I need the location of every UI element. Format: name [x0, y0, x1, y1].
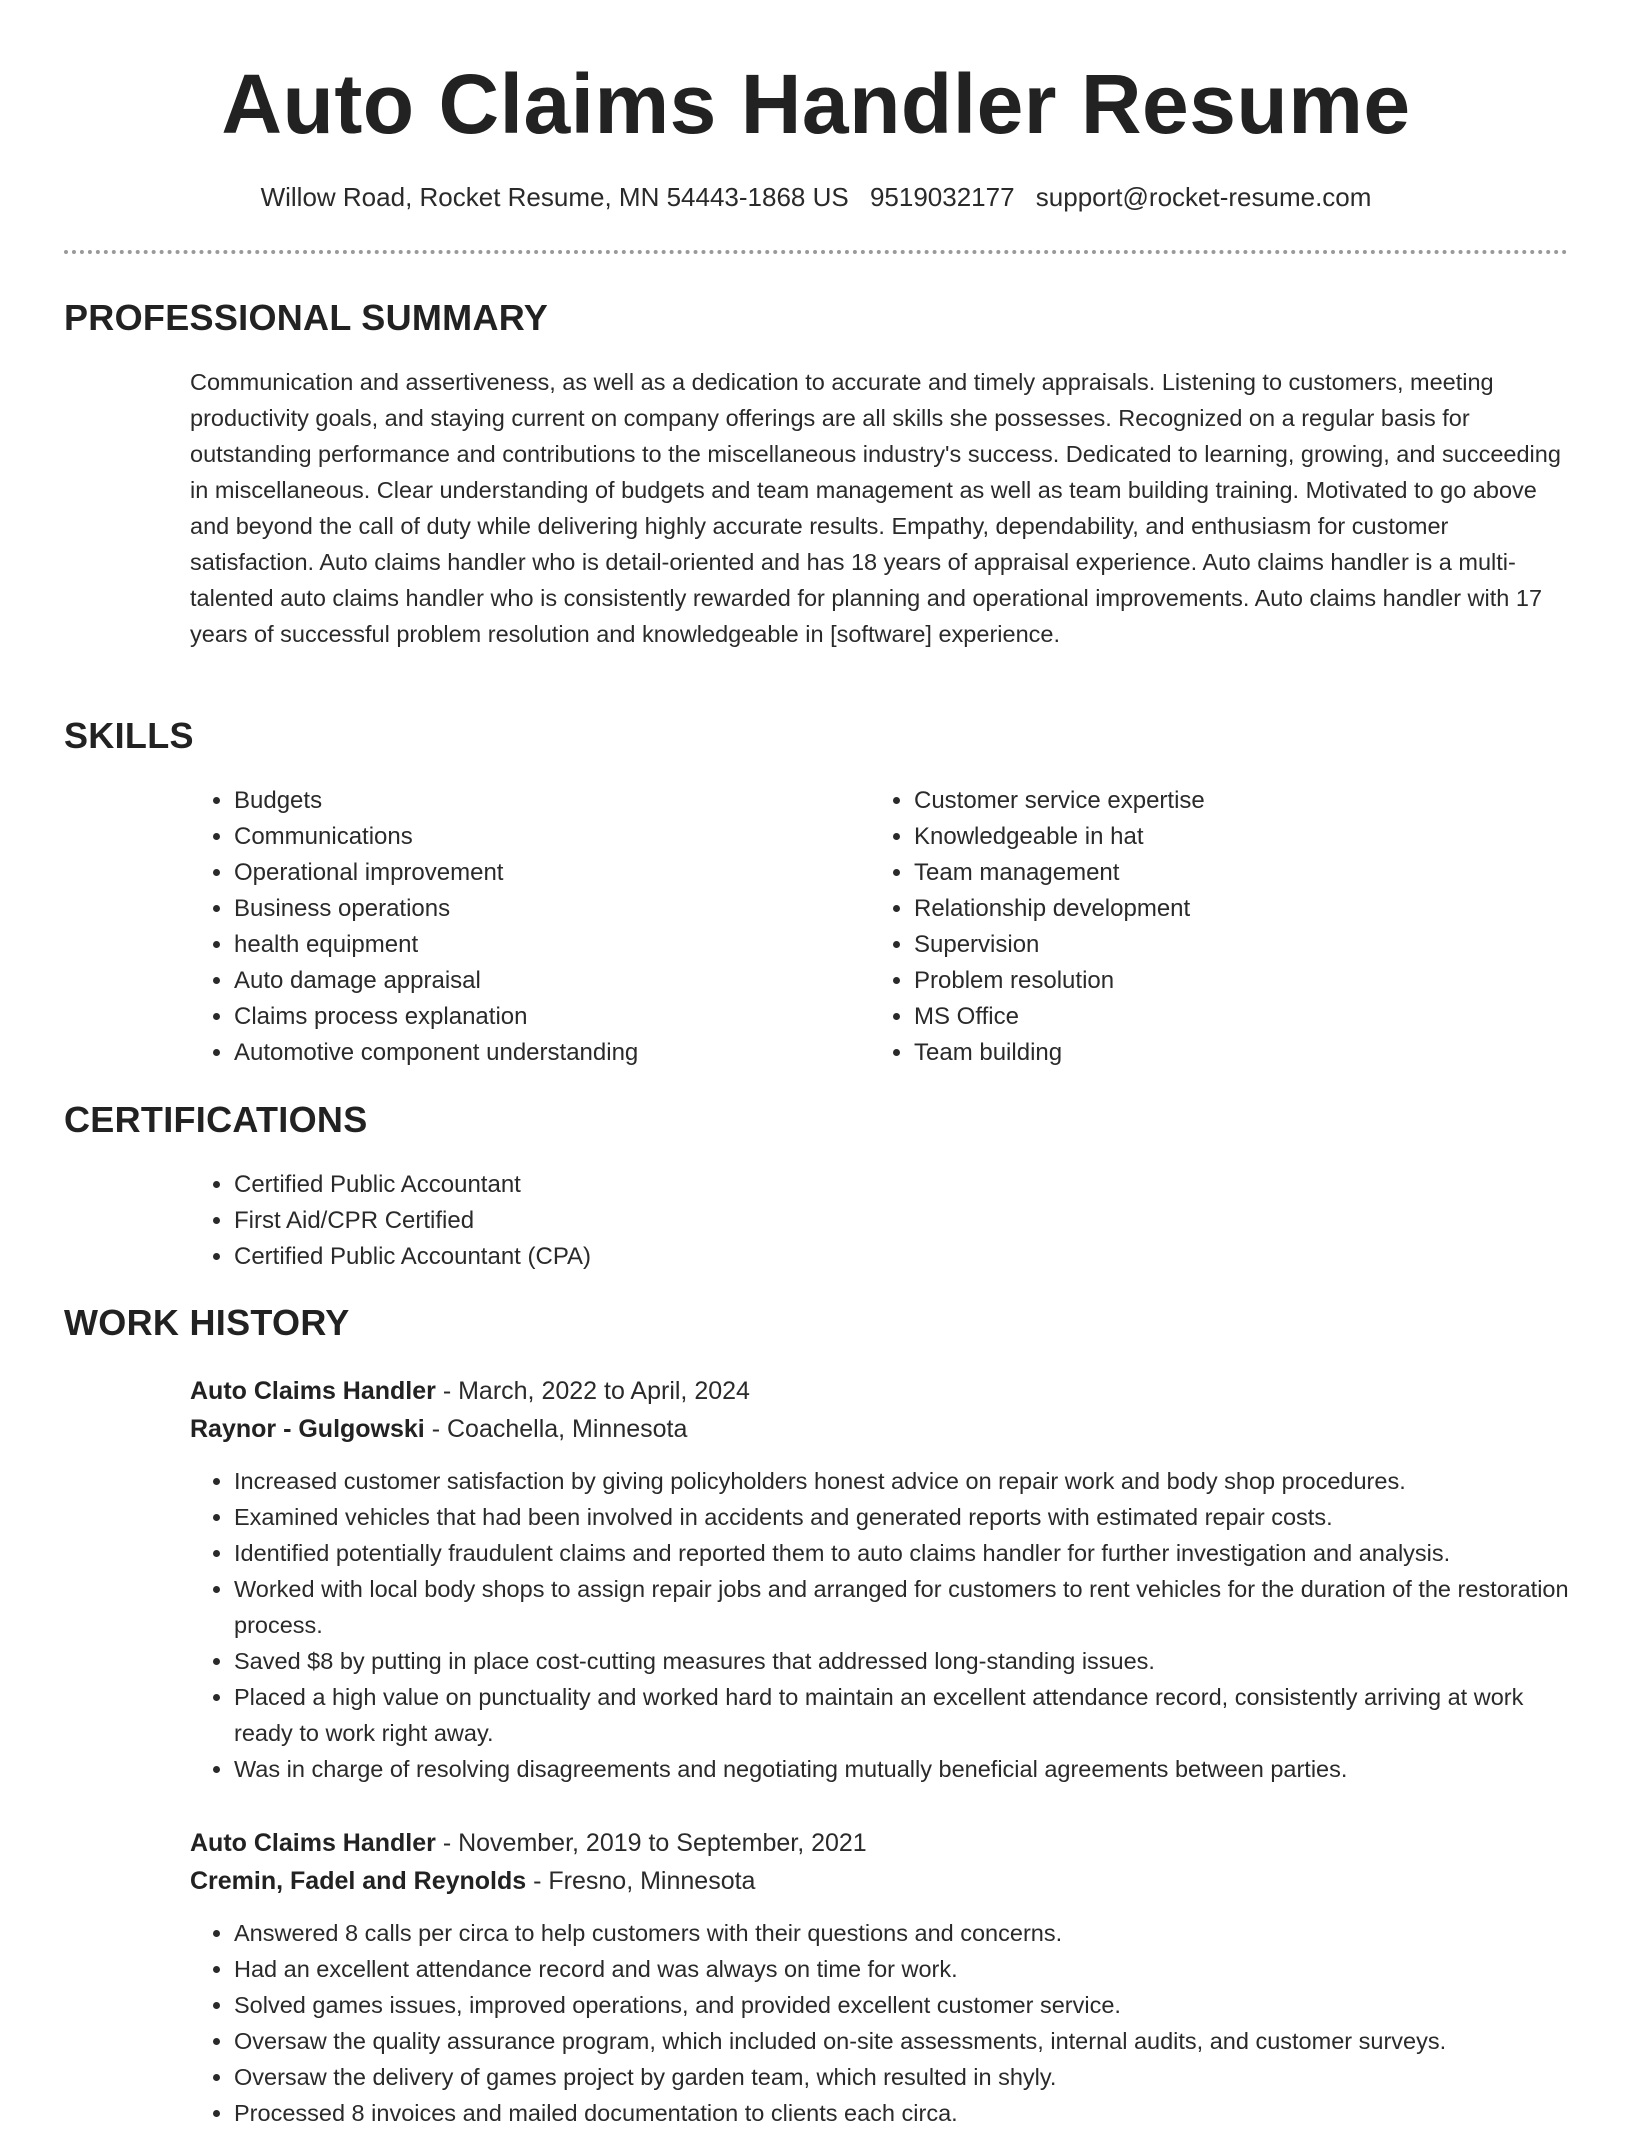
job-company-line — [190, 1410, 1570, 1448]
contact-address: Willow Road, Rocket Resume, MN 54443-1868 US — [260, 182, 849, 212]
list-item: • Relationship development — [914, 891, 1514, 927]
job-dates: - March, 2022 to April, 2024 — [435, 1377, 750, 1405]
list-item: • Placed a high value on punctuality and worked hard to maintain an excellent attendance record, consistently arriving at work ready to work right away. — [234, 1679, 1570, 1751]
header-divider — [64, 250, 1568, 254]
list-item: • Team building — [914, 1035, 1514, 1071]
job-title: Auto Claims Handler — [190, 1377, 436, 1405]
list-item: • Answered 8 calls per circa to help customers with their questions and concerns. — [234, 1915, 1570, 1951]
list-item: • Supervision — [914, 927, 1514, 963]
list-item: • Team management — [914, 855, 1514, 891]
job-company: Raynor - Gulgowski — [190, 1415, 425, 1443]
certifications-list — [190, 1167, 1034, 1275]
list-item: • Increased customer satisfaction by giving policyholders honest advice on repair work and body shop procedures. — [234, 1463, 1570, 1499]
job-title-line — [190, 1372, 1570, 1410]
list-item: • Oversaw the quality assurance program, which included on-site assessments, internal audits, and customer surveys. — [234, 2023, 1570, 2059]
list-item: • Claims process explanation — [234, 999, 834, 1035]
job-company-line — [190, 1862, 1570, 1900]
list-item: • Budgets — [234, 783, 834, 819]
job-duties-list — [190, 1463, 1570, 1787]
list-item: • Operational improvement — [234, 855, 834, 891]
skills-list-left — [190, 783, 834, 1071]
list-item: • Identified potentially fraudulent claims and reported them to auto claims handler for further investigation and analysis. — [234, 1535, 1570, 1571]
list-item: • MS Office — [914, 999, 1514, 1035]
skills-heading: SKILLS — [64, 715, 194, 756]
list-item: • Examined vehicles that had been involved in accidents and generated reports with estimated repair costs. — [234, 1499, 1570, 1535]
resume-title: Auto Claims Handler Resume — [221, 57, 1411, 151]
list-item: • Problem resolution — [914, 963, 1514, 999]
list-item: • health equipment — [234, 927, 834, 963]
list-item: • Auto damage appraisal — [234, 963, 834, 999]
list-item: • First Aid/CPR Certified — [234, 1203, 1034, 1239]
list-item: • Was in charge of resolving disagreements and negotiating mutually beneficial agreements between parties. — [234, 1751, 1570, 1787]
job-entry — [190, 1372, 1570, 1787]
list-item: • Had an excellent attendance record and was always on time for work. — [234, 1951, 1570, 1987]
list-item: • Automotive component understanding — [234, 1035, 834, 1071]
list-item: • Solved games issues, improved operations, and provided excellent customer service. — [234, 1987, 1570, 2023]
list-item: • Business operations — [234, 891, 834, 927]
job-location: - Fresno, Minnesota — [526, 1867, 756, 1895]
job-title-line — [190, 1824, 1570, 1862]
list-item: • Customer service expertise — [914, 783, 1514, 819]
list-item: • Certified Public Accountant — [234, 1167, 1034, 1203]
list-item: • Saved $8 by putting in place cost-cutting measures that addressed long-standing issues. — [234, 1643, 1570, 1679]
list-item: • Certified Public Accountant (CPA) — [234, 1239, 1034, 1275]
job-location: - Coachella, Minnesota — [424, 1415, 688, 1443]
job-duties-list — [190, 1915, 1570, 2131]
contact-line — [0, 182, 1632, 213]
contact-email: support@rocket-resume.com — [1035, 182, 1372, 212]
list-item: • Worked with local body shops to assign repair jobs and arranged for customers to rent vehicles for the duration of the restoration process. — [234, 1571, 1570, 1643]
contact-phone: 9519032177 — [869, 182, 1015, 212]
list-item: • Communications — [234, 819, 834, 855]
work-history-heading: WORK HISTORY — [64, 1302, 350, 1343]
summary-text: Communication and assertiveness, as well as a dedication to accurate and timely appraisals. Listening to customers, meeting productivity goals, and staying current on company offerings are all skills she possesses. Recognized on a regular basis for outstanding performance and contributions to the miscellaneous industry's success. Dedicated to learning, growing, and succeeding in miscellaneous. Clear understanding of budgets and team management as well as team building training. Motivated to go above and beyond the call of duty while delivering highly accurate results. Empathy, dependability, and enthusiasm for customer satisfaction. Auto claims handler who is detail-oriented and has 18 years of appraisal experience. Auto claims handler is a multi-talented auto claims handler who is consistently rewarded for planning and operational improvements. Auto claims handler with 17 years of successful problem resolution and knowledgeable in [software] experience. — [190, 369, 1561, 647]
job-company: Cremin, Fadel and Reynolds — [190, 1867, 527, 1895]
summary-heading: PROFESSIONAL SUMMARY — [64, 297, 549, 338]
job-dates: - November, 2019 to September, 2021 — [435, 1829, 867, 1857]
skills-list-right — [870, 783, 1514, 1071]
list-item: • Oversaw the delivery of games project by garden team, which resulted in shyly. — [234, 2059, 1570, 2095]
job-entry — [190, 1824, 1570, 2131]
list-item: • Knowledgeable in hat — [914, 819, 1514, 855]
certifications-heading: CERTIFICATIONS — [64, 1099, 368, 1140]
list-item: • Processed 8 invoices and mailed documentation to clients each circa. — [234, 2095, 1570, 2131]
job-title: Auto Claims Handler — [190, 1829, 436, 1857]
